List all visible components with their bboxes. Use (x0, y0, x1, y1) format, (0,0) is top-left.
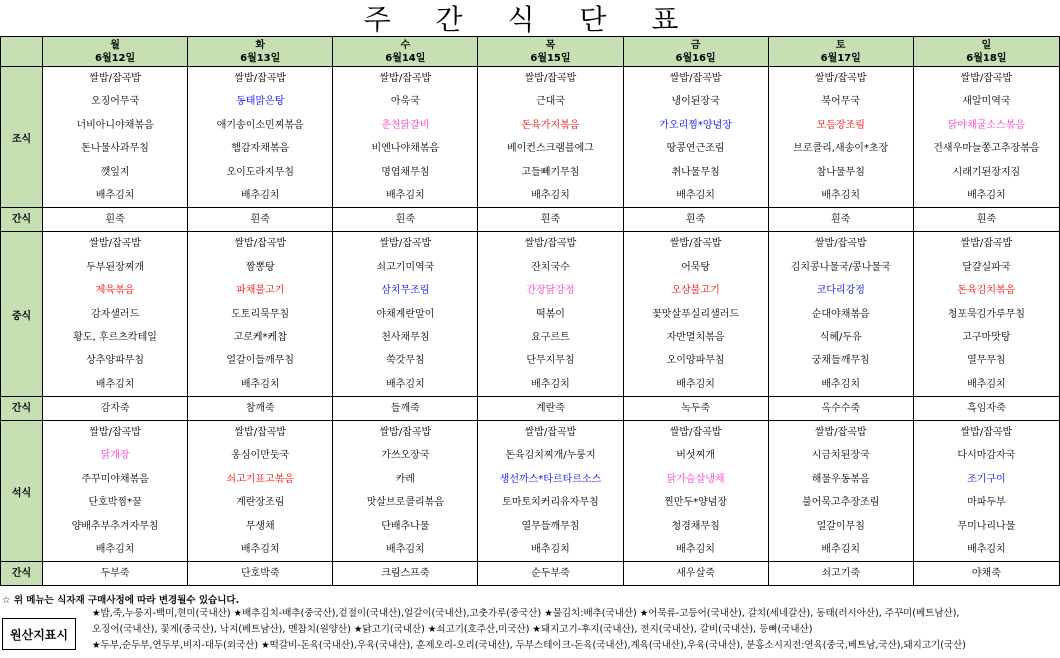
day-name: 월 (110, 39, 120, 51)
day-header (333, 37, 478, 67)
snack-item: 흰죽 (43, 208, 188, 232)
lunch-cell (478, 232, 623, 397)
origin-line: ★두부,순두부,연두부,비지-대두(외국산) ★떡갈비-돈육(국내산),우육(국내산), 훈제오리-오리(국내산), 두부스테이크-돈육(국내산),계육(국내산),우육(국내산), 분홍소시지전:연육(중국,베트남,국산),돼지고기(국산) (92, 640, 966, 651)
menu-item: 쌀밥/잡곡밥 (234, 238, 287, 250)
menu-item: 배추김치 (95, 378, 135, 390)
menu-item: 청경채무침 (671, 520, 720, 532)
snack-item: 단호박죽 (188, 562, 333, 586)
menu-item: 단호박찜*꿀 (88, 497, 142, 509)
menu-item: 배추김치 (95, 544, 135, 556)
menu-item: 건새우마늘쫑고추장볶음 (933, 143, 1040, 155)
dinner-cell (623, 421, 768, 562)
menu-item: 쌀밥/잡곡밥 (234, 73, 287, 84)
menu-item: 배추김치 (386, 378, 425, 390)
day-name: 목 (545, 39, 556, 51)
menu-item: 달걀실파국 (962, 261, 1011, 273)
menu-item: 청포묵김가루무침 (947, 308, 1026, 320)
menu-item: 오징어무국 (90, 96, 140, 108)
menu-item: 배추김치 (821, 544, 861, 556)
menu-item: 쇠고기표고볶음 (226, 473, 295, 485)
snack-item: 새우살죽 (623, 562, 768, 586)
menu-item: 쌀밥/잡곡밥 (814, 238, 867, 250)
menu-item: 상추양파무침 (86, 355, 145, 367)
origin-label: 원산지표시 (2, 618, 76, 650)
menu-item: 비엔나야채볶음 (371, 143, 440, 155)
menu-item: 단배추나물 (381, 520, 430, 532)
menu-item: 햄감자채볶음 (231, 143, 290, 155)
menu-item: 떡볶이 (535, 308, 565, 320)
menu-item: 배추김치 (386, 544, 425, 556)
menu-item: 쌀밥/잡곡밥 (379, 238, 432, 250)
snack-item: 감자죽 (43, 397, 188, 421)
menu-item: 배추김치 (240, 189, 280, 201)
menu-item: 두부된장찌개 (86, 261, 145, 273)
menu-item: 김치콩나물국/콩나물국 (790, 261, 891, 273)
lunch-label: 중식 (1, 232, 43, 397)
menu-item: 궁채들깨무침 (811, 355, 870, 367)
day-date: 6월13일 (240, 52, 281, 64)
menu-item: 시금치된장국 (811, 450, 870, 462)
menu-item: 깻잎지 (100, 166, 130, 178)
menu-item: 참나물무침 (816, 166, 865, 178)
day-name: 일 (981, 39, 992, 51)
snack-item: 흰죽 (333, 208, 478, 232)
snack-row-3 (1, 562, 1060, 586)
menu-item: 카레 (395, 473, 415, 485)
menu-item: 쌀밥/잡곡밥 (814, 73, 867, 84)
menu-item: 돈나물사과무침 (81, 143, 149, 155)
day-header (623, 37, 768, 67)
menu-item: 땅콩연근조림 (666, 143, 725, 155)
menu-item: 쑥갓무침 (386, 355, 425, 367)
day-name: 금 (690, 39, 701, 51)
snack-item: 흰죽 (478, 208, 623, 232)
menu-item: 쌀밥/잡곡밥 (524, 73, 577, 84)
day-header (188, 37, 333, 67)
menu-item: 쌀밥/잡곡밥 (89, 238, 141, 250)
menu-item: 어묵탕 (681, 261, 711, 273)
menu-item: 버섯찌개 (676, 450, 715, 462)
menu-item: 배추김치 (821, 378, 861, 390)
menu-item: 쌀밥/잡곡밥 (814, 427, 867, 439)
menu-item: 양배추부추겨자무침 (71, 520, 159, 532)
day-header-row (1, 37, 1060, 67)
menu-item: 돈육가지볶음 (521, 119, 580, 131)
menu-table (0, 36, 1060, 586)
snack-item: 흰죽 (768, 208, 913, 232)
menu-item: 쇠고기미역국 (376, 261, 435, 273)
menu-item: 베이컨스크램블에그 (506, 143, 594, 155)
menu-item: 아욱국 (390, 96, 420, 108)
menu-item: 감자샐러드 (90, 308, 140, 320)
menu-item: 브로콜리,새송이*초장 (793, 143, 889, 155)
menu-item: 너비아니야채볶음 (76, 119, 154, 131)
menu-item: 제육볶음 (95, 285, 135, 297)
menu-item: 쌀밥/잡곡밥 (669, 238, 722, 250)
menu-item: 배추김치 (531, 544, 570, 556)
menu-item: 잔치국수 (531, 261, 570, 273)
snack-item: 옥수수죽 (768, 397, 913, 421)
snack-item: 흰죽 (623, 208, 768, 232)
menu-item: 배추김치 (676, 189, 715, 201)
menu-item: 쌀밥/잡곡밥 (960, 73, 1013, 84)
menu-item: 배추김치 (821, 189, 861, 201)
menu-item: 삼치무조림 (381, 285, 430, 297)
menu-item: 취나물무침 (671, 166, 720, 178)
snack-item: 흰죽 (913, 208, 1059, 232)
menu-item: 얼갈이들깨무침 (226, 355, 295, 367)
snack-item: 순두부죽 (478, 562, 623, 586)
dinner-cell (768, 421, 913, 562)
day-name: 토 (835, 39, 846, 51)
menu-item: 가쓰오장국 (381, 450, 430, 462)
menu-item: 찐만두*양념장 (664, 497, 728, 509)
menu-item: 쌀밥/잡곡밥 (960, 427, 1013, 439)
menu-item: 냉이된장국 (671, 96, 720, 108)
menu-item: 얼갈이무침 (816, 520, 865, 532)
dinner-cell (478, 421, 623, 562)
menu-item: 배추김치 (967, 378, 1006, 390)
menu-item: 춘천닭갈비 (381, 119, 430, 131)
lunch-cell (188, 232, 333, 397)
menu-item: 불어묵고추장조림 (802, 497, 880, 509)
menu-item: 명엽채무침 (381, 166, 430, 178)
menu-item: 가오리찜*양념장 (659, 119, 732, 131)
breakfast-cell (188, 67, 333, 208)
breakfast-cell (43, 67, 188, 208)
dinner-label: 석식 (1, 421, 43, 562)
snack-item: 야채죽 (913, 562, 1059, 586)
menu-item: 주꾸미야채볶음 (81, 473, 149, 485)
menu-item: 고로케*케찹 (233, 331, 287, 343)
snack-item: 크림스프죽 (333, 562, 478, 586)
snack-row-1 (1, 208, 1060, 232)
menu-item: 무생채 (245, 520, 275, 532)
menu-item: 오이양파무침 (666, 355, 725, 367)
day-name: 화 (255, 39, 266, 51)
snack-item: 쇠고기죽 (768, 562, 913, 586)
lunch-cell (43, 232, 188, 397)
snack-label: 간식 (1, 397, 43, 421)
menu-item: 새알미역국 (962, 96, 1011, 108)
snack-row-2 (1, 397, 1060, 421)
menu-item: 동태맑은탕 (236, 96, 285, 108)
change-notice: ☆ 위 메뉴는 식자재 구매사정에 따라 변경될수 있습니다. (2, 595, 240, 606)
menu-item: 옹심이만둣국 (231, 450, 290, 462)
menu-item: 다시마감자국 (957, 450, 1016, 462)
menu-item: 오삼불고기 (671, 285, 720, 297)
day-date: 6월15일 (530, 52, 571, 64)
menu-item: 배추김치 (967, 544, 1006, 556)
day-header (913, 37, 1059, 67)
dinner-cell (913, 421, 1059, 562)
menu-item: 쌀밥/잡곡밥 (234, 427, 287, 439)
menu-item: 자반멸치볶음 (666, 331, 725, 343)
breakfast-label: 조식 (1, 67, 43, 208)
dinner-row (1, 421, 1060, 562)
breakfast-cell (623, 67, 768, 208)
lunch-cell (333, 232, 478, 397)
menu-item: 꽃맛살푸실리샐러드 (652, 308, 740, 320)
snack-item: 흑임자죽 (913, 397, 1059, 421)
menu-item: 배추김치 (240, 378, 280, 390)
day-date: 6월14일 (385, 52, 426, 64)
menu-item: 야채계란말이 (376, 308, 435, 320)
snack-item: 들깨죽 (333, 397, 478, 421)
menu-item: 열무무침 (967, 355, 1006, 367)
menu-item: 생선까스*타르타르소스 (499, 473, 602, 485)
header-corner (1, 37, 43, 67)
menu-item: 마파두부 (967, 497, 1006, 509)
menu-item: 쌀밥/잡곡밥 (379, 427, 432, 439)
menu-item: 배추김치 (240, 544, 280, 556)
menu-item: 애기송이소민찌볶음 (216, 119, 304, 131)
menu-item: 순대야채볶음 (811, 308, 870, 320)
day-date: 6월17일 (820, 52, 861, 64)
menu-item: 간장닭강정 (526, 285, 575, 297)
menu-item: 쌀밥/잡곡밥 (524, 238, 577, 250)
menu-item: 요구르트 (531, 331, 570, 343)
snack-label: 간식 (1, 208, 43, 232)
menu-item: 배추김치 (531, 378, 570, 390)
menu-item: 근대국 (535, 96, 565, 108)
day-date: 6월16일 (675, 52, 716, 64)
day-date: 6월18일 (966, 52, 1007, 64)
menu-item: 해물우동볶음 (811, 473, 870, 485)
menu-item: 고구마맛탕 (962, 331, 1011, 343)
breakfast-cell (333, 67, 478, 208)
menu-item: 닭가슴살냉채 (666, 473, 725, 485)
breakfast-cell (768, 67, 913, 208)
menu-item: 파채불고기 (236, 285, 285, 297)
day-header (478, 37, 623, 67)
breakfast-cell (478, 67, 623, 208)
breakfast-row (1, 67, 1060, 208)
menu-item: 쌀밥/잡곡밥 (669, 427, 722, 439)
dinner-cell (43, 421, 188, 562)
menu-item: 시래기된장지짐 (952, 166, 1021, 178)
dinner-cell (333, 421, 478, 562)
menu-item: 쌀밥/잡곡밥 (524, 427, 577, 439)
menu-item: 오이도라지무침 (226, 166, 295, 178)
menu-item: 토마토치커리유자무침 (502, 497, 599, 509)
snack-item: 계란죽 (478, 397, 623, 421)
day-header (43, 37, 188, 67)
lunch-row (1, 232, 1060, 397)
menu-item: 식혜/두유 (819, 331, 862, 343)
menu-item: 배추김치 (531, 189, 570, 201)
dinner-cell (188, 421, 333, 562)
day-date: 6월12일 (94, 52, 136, 64)
menu-item: 쌀밥/잡곡밥 (379, 73, 432, 84)
menu-item: 도토리묵무침 (231, 308, 290, 320)
breakfast-cell (913, 67, 1059, 208)
menu-item: 배추김치 (676, 378, 715, 390)
origin-line: ★밥,죽,누룽지-백미,현미(국내산) ★배추김치-배추(중국산),겉절이(국내산),얼갈이(국내산),고춧가루(중국산) ★물김치:배추(국내산) ★어묵류-고등어(국내산), 갈치(세네갈산), 동태(러시아산), 주꾸미(베트남산), (92, 608, 960, 619)
origin-info (92, 606, 1058, 654)
menu-item: 배추김치 (95, 189, 135, 201)
menu-item: 쌀밥/잡곡밥 (669, 73, 722, 84)
menu-item: 조기구이 (967, 473, 1006, 485)
menu-item: 닭개장 (100, 450, 130, 462)
origin-line: 오징어(국내산), 꽃게(중국산), 낙지(베트남산), 멘참치(원양산) ★닭고기(국내산) ★쇠고기(호주산,미국산) ★돼지고기-후지(국내산), 전지(국내산), 갈비(국내산), 등뼈(국내산) (92, 624, 813, 635)
snack-item: 흰죽 (188, 208, 333, 232)
menu-item: 천사채무침 (381, 331, 430, 343)
menu-item: 배추김치 (967, 189, 1006, 201)
menu-item: 쌀밥/잡곡밥 (960, 238, 1013, 250)
menu-item: 맛살브로콜리볶음 (366, 497, 444, 509)
menu-item: 무미나리나물 (957, 520, 1016, 532)
day-name: 수 (400, 39, 411, 51)
menu-item: 황도, 후르츠칵테일 (73, 331, 157, 343)
menu-item: 북어무국 (821, 96, 861, 108)
menu-item: 배추김치 (676, 544, 715, 556)
menu-item: 고들빼기무침 (521, 166, 580, 178)
snack-item: 두부죽 (43, 562, 188, 586)
lunch-cell (768, 232, 913, 397)
menu-item: 돈육김치볶음 (957, 285, 1016, 297)
snack-item: 녹두죽 (623, 397, 768, 421)
menu-item: 쌀밥/잡곡밥 (89, 427, 141, 439)
menu-item: 닭야채굴소스볶음 (947, 119, 1026, 131)
menu-item: 열무들깨무침 (521, 520, 580, 532)
menu-item: 돈육김치찌개/누룽지 (505, 450, 596, 462)
day-header (768, 37, 913, 67)
lunch-cell (913, 232, 1059, 397)
menu-item: 계란장조림 (236, 497, 285, 509)
lunch-cell (623, 232, 768, 397)
menu-item: 쌀밥/잡곡밥 (89, 73, 141, 84)
menu-item: 배추김치 (386, 189, 425, 201)
menu-item: 코다리강정 (816, 285, 865, 297)
menu-item: 짬뽕탕 (245, 261, 275, 273)
menu-item: 단무지무침 (526, 355, 575, 367)
menu-item: 모듬장조림 (816, 119, 865, 131)
snack-label: 간식 (1, 562, 43, 586)
page-title: 주 간 식 단 표 (0, 0, 1060, 37)
snack-item: 참깨죽 (188, 397, 333, 421)
